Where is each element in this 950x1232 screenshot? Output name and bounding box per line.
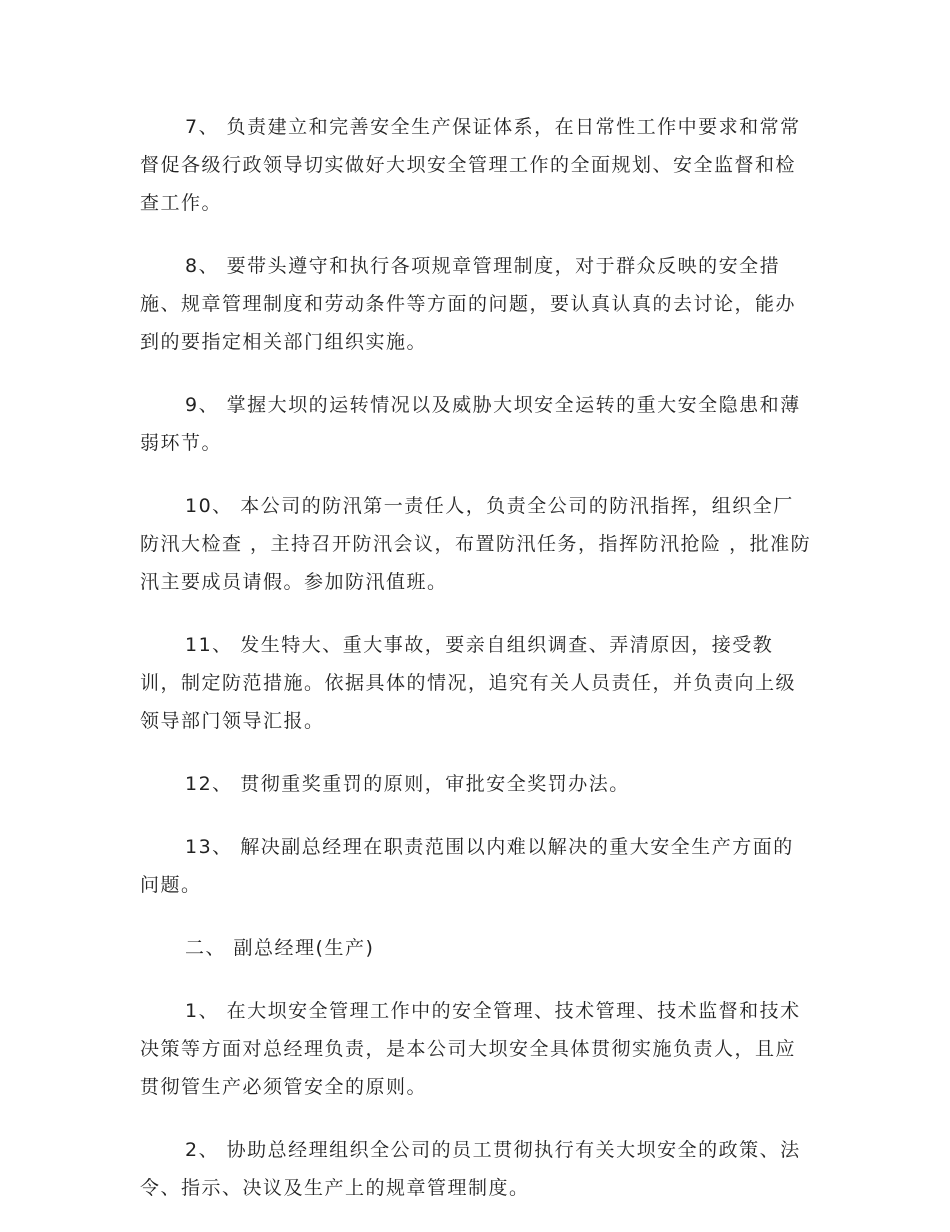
paragraph-7: 7、 负责建立和完善安全生产保证体系，在日常性工作中要求和常常督促各级行政领导切实做好大坝安全管理工作的全面规划、安全监督和检查工作。 xyxy=(140,116,801,214)
section-heading: 二、 副总经理(生产) xyxy=(185,937,375,959)
paragraph-10: 10、 本公司的防汛第一责任人，负责全公司的防汛指挥，组织全厂防汛大检查 ，主持召开防汛会议，布置防汛任务，指挥防汛抢险 ，批准防汛主要成员请假。参加防汛值班。 xyxy=(140,495,812,593)
document-body xyxy=(140,108,812,1232)
paragraph-13: 13、 解决副总经理在职责范围以内难以解决的重大安全生产方面的问题。 xyxy=(140,836,794,896)
paragraph-8: 8、 要带头遵守和执行各项规章管理制度，对于群众反映的安全措施、规章管理制度和劳动条件等方面的问题，要认真认真的去讨论，能办到的要指定相关部门组织实施。 xyxy=(140,255,797,353)
paragraph-11: 11、 发生特大、重大事故，要亲自组织调查、弄清原因，接受教训，制定防范措施。依据具体的情况，追究有关人员责任，并负责向上级领导部门领导汇报。 xyxy=(140,634,797,732)
section-paragraph-1: 1、 在大坝安全管理工作中的安全管理、技术管理、技术监督和技术决策等方面对总经理负责，是本公司大坝安全具体贯彻实施负责人，且应贯彻管生产必须管安全的原则。 xyxy=(140,1000,801,1098)
section-paragraph-2: 2、 协助总经理组织全公司的员工贯彻执行有关大坝安全的政策、法令、指示、决议及生产上的规章管理制度。 xyxy=(140,1139,801,1199)
paragraph-12: 12、 贯彻重奖重罚的原则，审批安全奖罚办法。 xyxy=(185,773,630,795)
paragraph-9: 9、 掌握大坝的运转情况以及威胁大坝安全运转的重大安全隐患和薄弱环节。 xyxy=(140,394,801,454)
